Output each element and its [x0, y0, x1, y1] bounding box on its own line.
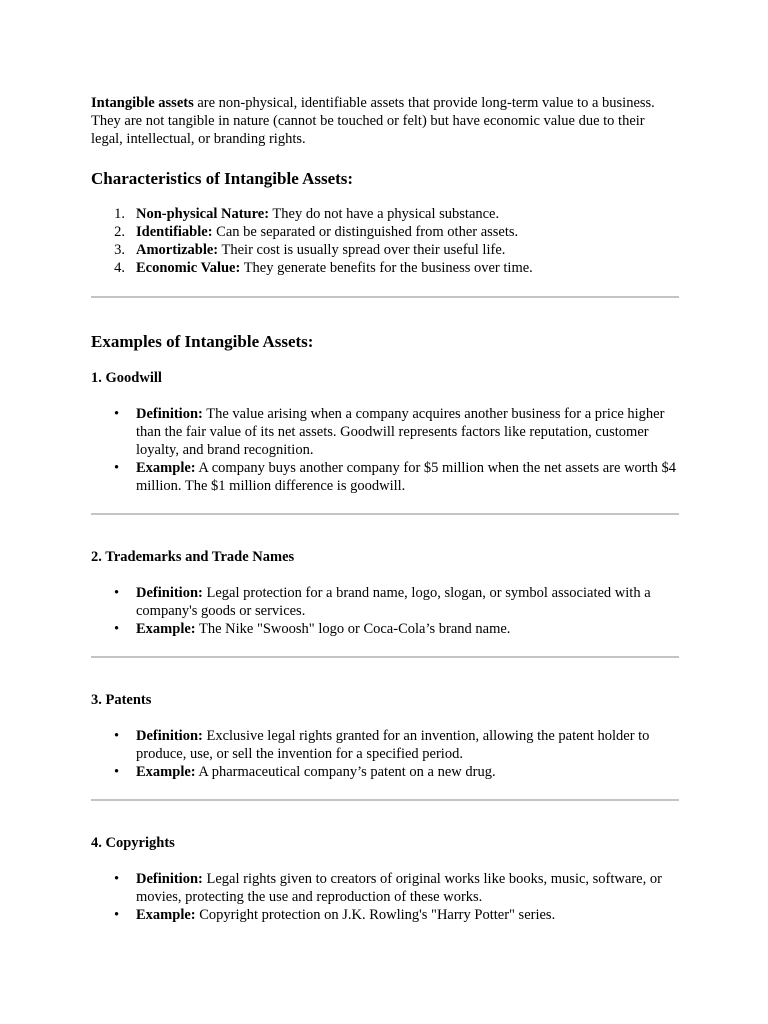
definition-text: Legal rights given to creators of original works like books, music, software, or movies, protecting the use and reproduction of these works. [136, 871, 662, 905]
bullet-icon: • [114, 764, 120, 780]
example-label: Example: [136, 907, 196, 923]
divider [91, 513, 679, 515]
bullet-icon: • [114, 406, 120, 422]
item-text: They do not have a physical substance. [269, 206, 500, 222]
goodwill-list [91, 405, 679, 495]
examples-heading: Examples of Intangible Assets: [91, 332, 314, 351]
bullet-icon: • [114, 460, 120, 476]
definition-text: The value arising when a company acquires another business for a price higher than the fair value of its net assets. Goodwill represents factors like reputation, customer loyalty, and brand recognition. [136, 406, 665, 458]
divider [91, 296, 679, 298]
list-item [91, 405, 679, 459]
intro-text: are non-physical, identifiable assets that provide long-term value to a business. They are not tangible in nature (cannot be touched or felt) but have economic value due to their legal, intellectual, or branding rights. [91, 95, 655, 147]
characteristic-item [91, 223, 679, 241]
bullet-icon: • [114, 728, 120, 744]
patents-list [91, 727, 679, 781]
list-item [91, 584, 679, 620]
section-title-patents: 3. Patents [91, 692, 152, 708]
example-text: A pharmaceutical company’s patent on a new drug. [195, 764, 496, 780]
list-item [91, 620, 679, 638]
bullet-icon: • [114, 871, 120, 887]
item-text: They generate benefits for the business over time. [240, 260, 533, 276]
bullet-icon: • [114, 585, 120, 601]
characteristic-item [91, 205, 679, 223]
item-number: 3. [114, 242, 125, 258]
example-label: Example: [136, 764, 196, 780]
list-item [91, 906, 679, 924]
bullet-icon: • [114, 907, 120, 923]
document-page [91, 94, 679, 924]
list-item [91, 727, 679, 763]
definition-label: Definition: [136, 728, 203, 744]
section-title-goodwill: 1. Goodwill [91, 370, 162, 386]
characteristic-item [91, 259, 679, 277]
item-text: Their cost is usually spread over their useful life. [218, 242, 506, 258]
characteristics-list [91, 205, 679, 277]
list-item [91, 870, 679, 906]
item-label: Identifiable: [136, 224, 213, 240]
item-number: 2. [114, 224, 125, 240]
example-text: The Nike "Swoosh" logo or Coca-Cola’s brand name. [195, 621, 511, 637]
copyrights-list [91, 870, 679, 924]
example-label: Example: [136, 621, 196, 637]
example-text: Copyright protection on J.K. Rowling's "Harry Potter" series. [195, 907, 556, 923]
definition-text: Legal protection for a brand name, logo, slogan, or symbol associated with a company's goods or services. [136, 585, 651, 619]
list-item [91, 763, 679, 781]
definition-label: Definition: [136, 585, 203, 601]
list-item [91, 459, 679, 495]
example-label: Example: [136, 460, 196, 476]
section-title-trademarks: 2. Trademarks and Trade Names [91, 549, 295, 565]
divider [91, 656, 679, 658]
item-label: Non-physical Nature: [136, 206, 270, 222]
item-number: 4. [114, 260, 125, 276]
item-label: Amortizable: [136, 242, 219, 258]
item-text: Can be separated or distinguished from other assets. [212, 224, 519, 240]
intro-term: Intangible assets [91, 95, 194, 111]
definition-label: Definition: [136, 871, 203, 887]
definition-text: Exclusive legal rights granted for an invention, allowing the patent holder to produce, use, or sell the invention for a specified period. [136, 728, 650, 762]
item-label: Economic Value: [136, 260, 241, 276]
intro-paragraph [91, 94, 679, 148]
item-number: 1. [114, 206, 125, 222]
example-text: A company buys another company for $5 million when the net assets are worth $4 million. The $1 million difference is goodwill. [136, 460, 677, 494]
characteristics-heading: Characteristics of Intangible Assets: [91, 169, 354, 188]
section-title-copyrights: 4. Copyrights [91, 835, 175, 851]
definition-label: Definition: [136, 406, 203, 422]
characteristic-item [91, 241, 679, 259]
bullet-icon: • [114, 621, 120, 637]
divider [91, 799, 679, 801]
trademarks-list [91, 584, 679, 638]
